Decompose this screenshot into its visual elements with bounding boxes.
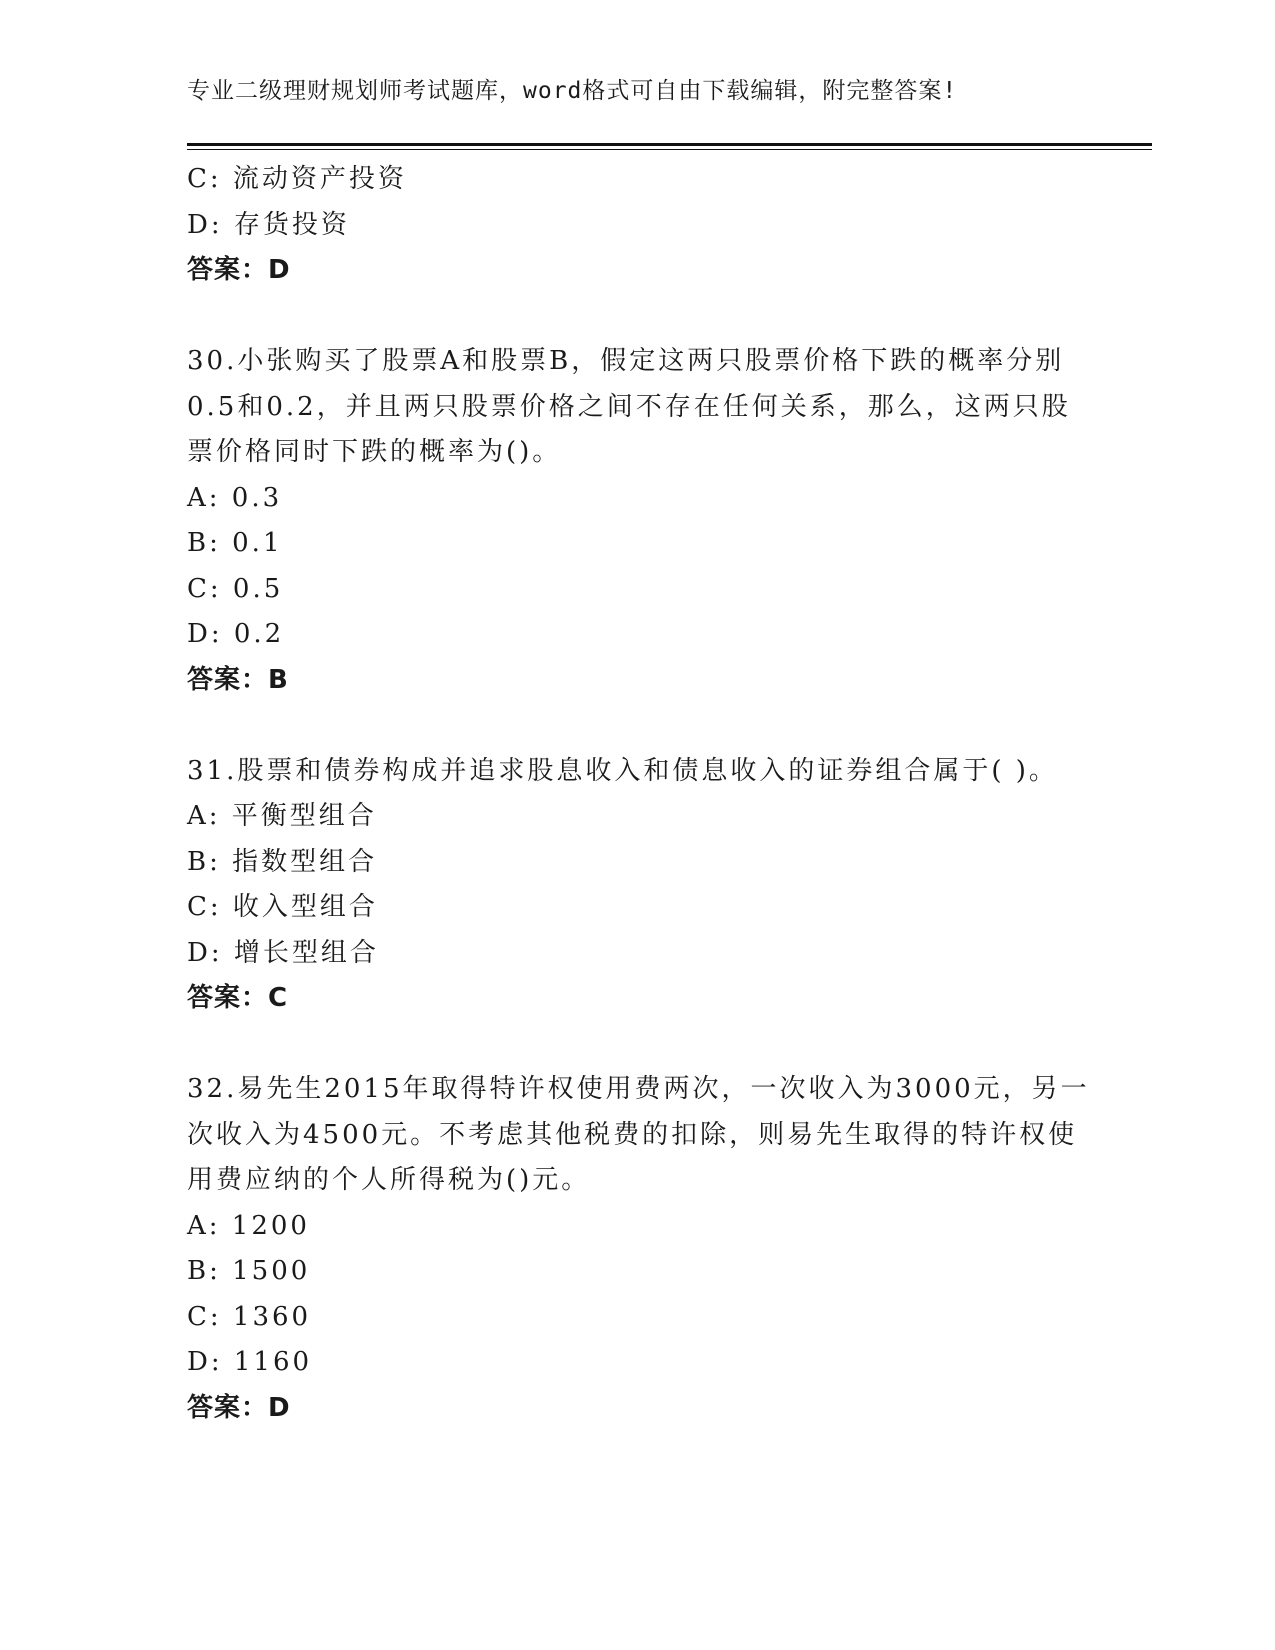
- option-a: A: 平衡型组合: [187, 801, 377, 831]
- option-d: D: 0.2: [187, 619, 285, 649]
- option-c: C: 收入型组合: [187, 892, 378, 922]
- answer-line: 答案：D: [187, 1392, 291, 1423]
- page-header: 专业二级理财规划师考试题库，word格式可自由下载编辑，附完整答案!: [187, 78, 958, 104]
- document-body: [187, 157, 1090, 1431]
- option-d: D: 1160: [187, 1347, 313, 1377]
- spacer: [187, 1022, 1087, 1068]
- question-31: [187, 749, 1087, 1022]
- question-text: 次收入为4500元。不考虑其他税费的扣除，则易先生取得的特许权使: [187, 1119, 1078, 1150]
- question-text: 30.小张购买了股票A和股票B，假定这两只股票价格下跌的概率分别: [187, 346, 1065, 376]
- answer-line: 答案：B: [187, 664, 289, 695]
- question-text: 票价格同时下跌的概率为()。: [187, 437, 562, 467]
- answer-line: 答案：D: [187, 255, 291, 285]
- question-text: 0.5和0.2，并且两只股票价格之间不存在任何关系，那么，这两只股: [187, 391, 1071, 422]
- option-c: C: 流动资产投资: [187, 164, 407, 194]
- option-b: B: 0.1: [187, 528, 283, 558]
- spacer: [187, 294, 1087, 340]
- option-d: D: 存货投资: [187, 209, 350, 240]
- question-text: 31.股票和债券构成并追求股息收入和债息收入的证券组合属于( )。: [187, 755, 1058, 786]
- option-b: B: 指数型组合: [187, 846, 378, 877]
- option-b: B: 1500: [187, 1256, 311, 1286]
- option-c: C: 1360: [187, 1301, 312, 1332]
- option-a: A: 0.3: [187, 482, 283, 513]
- spacer: [187, 703, 1087, 749]
- question-32: [187, 1067, 1090, 1431]
- question-text: 用费应纳的个人所得税为()元。: [187, 1165, 591, 1195]
- option-c: C: 0.5: [187, 573, 284, 604]
- header-rule: [187, 143, 1152, 146]
- question-30: [187, 339, 1087, 703]
- option-a: A: 1200: [187, 1210, 310, 1241]
- header-rule-thin: [187, 149, 1152, 150]
- prev-question-tail: [187, 157, 1087, 294]
- answer-line: 答案：C: [187, 983, 289, 1013]
- question-text: 32.易先生2015年取得特许权使用费两次，一次收入为3000元，另一: [187, 1074, 1090, 1104]
- option-d: D: 增长型组合: [187, 937, 379, 968]
